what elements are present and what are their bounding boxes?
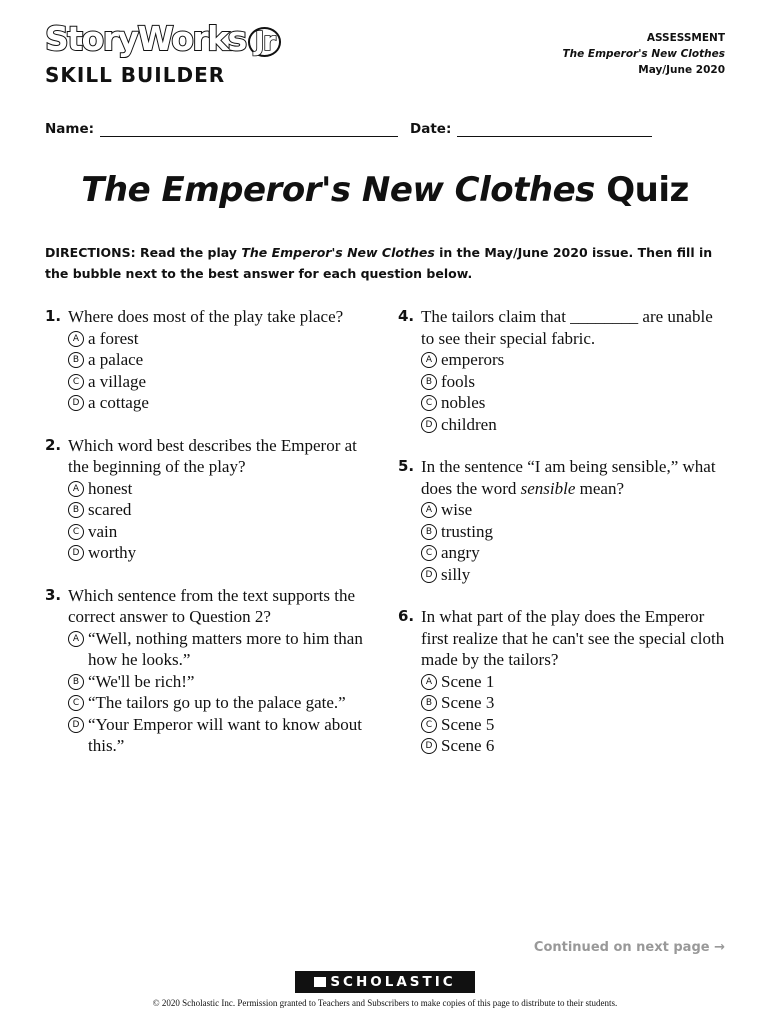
answer-option[interactable] — [421, 735, 728, 757]
answer-option[interactable] — [421, 542, 728, 564]
answer-text: honest — [88, 478, 133, 498]
continued-note: Continued on next page → — [533, 940, 725, 955]
scholastic-logo — [295, 971, 475, 993]
question-number: 3. — [45, 585, 62, 604]
answer-option[interactable] — [68, 499, 375, 521]
answer-text: silly — [441, 564, 471, 584]
question-2 — [45, 435, 375, 564]
question-1 — [45, 306, 375, 414]
answer-option[interactable] — [68, 671, 375, 693]
answer-bubble[interactable]: A — [421, 352, 437, 368]
answer-option[interactable] — [68, 392, 375, 414]
answer-bubble[interactable]: D — [68, 717, 84, 733]
answer-bubble[interactable]: D — [421, 738, 437, 754]
question-text: Which sentence from the text supports the correct answer to Question 2? — [68, 585, 356, 626]
storyworks-jr-logo — [45, 19, 281, 87]
answer-bubble[interactable]: B — [68, 674, 84, 690]
question-text: In the sentence “I am being sensible,” what does the word sensible mean? — [421, 457, 716, 498]
answer-bubble[interactable]: B — [421, 695, 437, 711]
answer-text: Scene 5 — [441, 714, 495, 734]
answer-text: “We'll be rich!” — [88, 671, 195, 691]
answer-bubble[interactable]: C — [68, 374, 84, 390]
answer-option[interactable] — [68, 542, 375, 564]
date-label: Date: — [410, 121, 452, 137]
date-field[interactable] — [457, 123, 652, 137]
logo-jr-badge: Jr — [248, 27, 282, 57]
answer-text: angry — [441, 543, 480, 562]
answer-bubble[interactable]: C — [421, 395, 437, 411]
skill-builder-label: SKILL BUILDER — [45, 63, 226, 87]
answer-bubble[interactable]: C — [421, 545, 437, 561]
answer-bubble[interactable]: B — [421, 524, 437, 540]
story-title: The Emperor's New Clothes — [562, 48, 725, 60]
answer-bubble[interactable]: A — [68, 331, 84, 347]
question-number: 4. — [398, 307, 415, 325]
name-field[interactable] — [100, 123, 398, 137]
question-number: 5. — [398, 457, 415, 475]
answer-text: Scene 3 — [441, 693, 495, 712]
logo-text: StoryWorks — [45, 19, 246, 58]
answer-text: a cottage — [88, 393, 149, 412]
answer-text: a palace — [88, 350, 144, 369]
answer-bubble[interactable]: A — [68, 631, 84, 647]
answer-text: a forest — [88, 328, 139, 348]
answer-bubble[interactable]: D — [68, 395, 84, 411]
answer-bubble[interactable]: A — [421, 674, 437, 690]
answer-option[interactable] — [421, 499, 728, 521]
title-italic: The Emperor's New Clothes — [81, 170, 595, 210]
answer-text: children — [441, 414, 497, 434]
assessment-info — [562, 30, 725, 78]
answer-option[interactable] — [68, 349, 375, 371]
answer-text: Scene 6 — [441, 736, 495, 755]
answer-option[interactable] — [421, 714, 728, 736]
question-text: Where does most of the play take place? — [68, 307, 344, 326]
assessment-label: ASSESSMENT — [646, 32, 725, 44]
answer-option[interactable] — [421, 692, 728, 714]
answer-bubble[interactable]: B — [68, 502, 84, 518]
answer-text: wise — [441, 500, 473, 519]
question-number: 1. — [45, 307, 62, 325]
name-date-bar — [45, 121, 664, 137]
issue-date: May/June 2020 — [638, 64, 725, 76]
answer-option[interactable] — [421, 564, 728, 586]
answer-option[interactable] — [68, 714, 375, 757]
question-text: In what part of the play does the Emperor first realize that he can't see the special cloth made by the tailors? — [421, 607, 725, 669]
answer-bubble[interactable]: A — [68, 481, 84, 497]
question-4 — [398, 306, 728, 435]
answer-option[interactable] — [68, 328, 375, 350]
answer-text: a village — [88, 371, 147, 391]
answer-text: Scene 1 — [441, 671, 495, 691]
question-3 — [45, 585, 375, 757]
answer-text: “Your Emperor will want to know about this.” — [88, 714, 363, 755]
answer-option[interactable] — [421, 521, 728, 543]
answer-option[interactable] — [421, 414, 728, 436]
answer-bubble[interactable]: A — [421, 502, 437, 518]
answer-bubble[interactable]: D — [421, 417, 437, 433]
copyright-notice: © 2020 Scholastic Inc. Permission granted to Teachers and Subscribers to make copies of this page to distribute to their students. — [152, 998, 618, 1008]
answer-text: worthy — [88, 543, 137, 562]
answer-option[interactable] — [68, 692, 375, 714]
question-5 — [398, 456, 728, 585]
question-text: The tailors claim that ________ are unable to see their special fabric. — [421, 307, 713, 348]
answer-option[interactable] — [68, 478, 375, 500]
answer-text: nobles — [441, 393, 486, 412]
answer-option[interactable] — [68, 628, 375, 671]
answer-bubble[interactable]: C — [68, 695, 84, 711]
answer-option[interactable] — [421, 671, 728, 693]
answer-bubble[interactable]: C — [68, 524, 84, 540]
questions-left-column — [45, 306, 375, 778]
answer-text: “Well, nothing matters more to him than how he looks.” — [88, 628, 363, 669]
answer-text: “The tailors go up to the palace gate.” — [88, 693, 346, 712]
answer-option[interactable] — [68, 371, 375, 393]
answer-text: fools — [441, 371, 475, 391]
question-number: 6. — [398, 607, 415, 625]
question-text: Which word best describes the Emperor at the beginning of the play? — [68, 435, 357, 476]
page-title — [0, 170, 770, 210]
name-label: Name: — [45, 121, 95, 137]
answer-text: vain — [88, 521, 118, 541]
answer-bubble[interactable]: C — [421, 717, 437, 733]
answer-option[interactable] — [421, 392, 728, 414]
scholastic-mark-icon — [314, 977, 326, 987]
answer-bubble[interactable]: D — [421, 567, 437, 583]
answer-option[interactable] — [421, 371, 728, 393]
answer-option[interactable] — [68, 521, 375, 543]
answer-bubble[interactable]: B — [421, 374, 437, 390]
answer-bubble[interactable]: B — [68, 352, 84, 368]
question-6 — [398, 606, 728, 757]
question-number: 2. — [45, 435, 62, 454]
title-plain: Quiz — [594, 170, 689, 210]
answer-option[interactable] — [421, 349, 728, 371]
questions-right-column — [398, 306, 728, 778]
answer-text: scared — [88, 500, 132, 519]
scholastic-wordmark: SCHOLASTIC — [330, 974, 456, 990]
answer-bubble[interactable]: D — [68, 545, 84, 561]
directions-text: DIRECTIONS: Read the play The Emperor's New Clothes in the May/June 2020 issue. Then fill in the bubble next to the best answer for each question below. — [45, 245, 713, 281]
answer-text: trusting — [441, 521, 493, 541]
logo-wordmark — [45, 19, 281, 58]
answer-text: emperors — [441, 350, 505, 369]
